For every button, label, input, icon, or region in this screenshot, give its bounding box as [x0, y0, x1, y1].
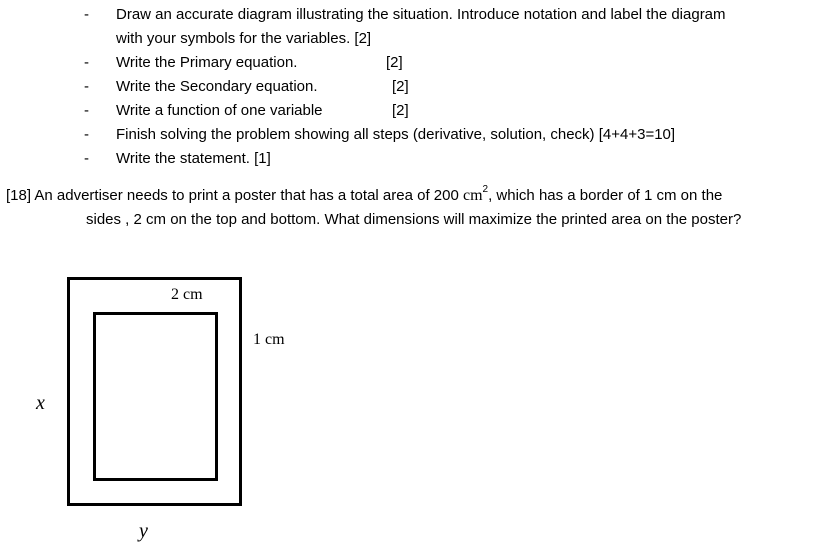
bullet-dash: -	[84, 54, 89, 71]
problem-text-part1: An advertiser needs to print a poster that has a total area of 200	[34, 187, 459, 204]
area-unit: cm	[462, 187, 483, 204]
problem-statement	[6, 184, 741, 232]
width-variable-label: y	[139, 520, 148, 542]
instruction-mark: [2]	[392, 78, 409, 95]
side-border-label: 1 cm	[253, 331, 285, 348]
instruction-text: Write the Primary equation.	[116, 54, 298, 71]
bullet-dash: -	[84, 6, 89, 23]
problem-number: [18]	[6, 187, 32, 204]
bullet-dash: -	[84, 102, 89, 119]
instruction-item	[84, 123, 726, 147]
problem-text-part2: , which has a border of 1 cm on the	[488, 187, 723, 204]
instruction-item	[84, 3, 726, 51]
top-border-label: 2 cm	[171, 286, 203, 303]
instruction-text: Write a function of one variable	[116, 102, 323, 119]
instruction-text: Finish solving the problem showing all steps (derivative, solution, check) [4+4+3=10]	[116, 126, 676, 143]
instruction-continuation: with your symbols for the variables. [2]	[116, 30, 372, 47]
bullet-dash: -	[84, 78, 89, 95]
instruction-list	[84, 3, 726, 171]
instruction-mark: [2]	[392, 102, 409, 119]
instruction-item	[84, 147, 726, 171]
problem-text-line2: sides , 2 cm on the top and bottom. What dimensions will maximize the printed area on the poster?	[86, 211, 742, 228]
instruction-item	[84, 75, 726, 99]
bullet-dash: -	[84, 126, 89, 143]
bullet-dash: -	[84, 150, 89, 167]
instruction-mark: [2]	[386, 54, 403, 71]
instruction-text: Write the statement. [1]	[116, 150, 271, 167]
area-exponent: 2	[482, 184, 489, 195]
printed-area-rectangle	[93, 312, 218, 481]
height-variable-label: x	[36, 392, 45, 414]
instruction-item	[84, 99, 726, 123]
instruction-text: Write the Secondary equation.	[116, 78, 318, 95]
instruction-text: Draw an accurate diagram illustrating the situation. Introduce notation and label the diagram	[116, 6, 726, 23]
instruction-item	[84, 51, 726, 75]
